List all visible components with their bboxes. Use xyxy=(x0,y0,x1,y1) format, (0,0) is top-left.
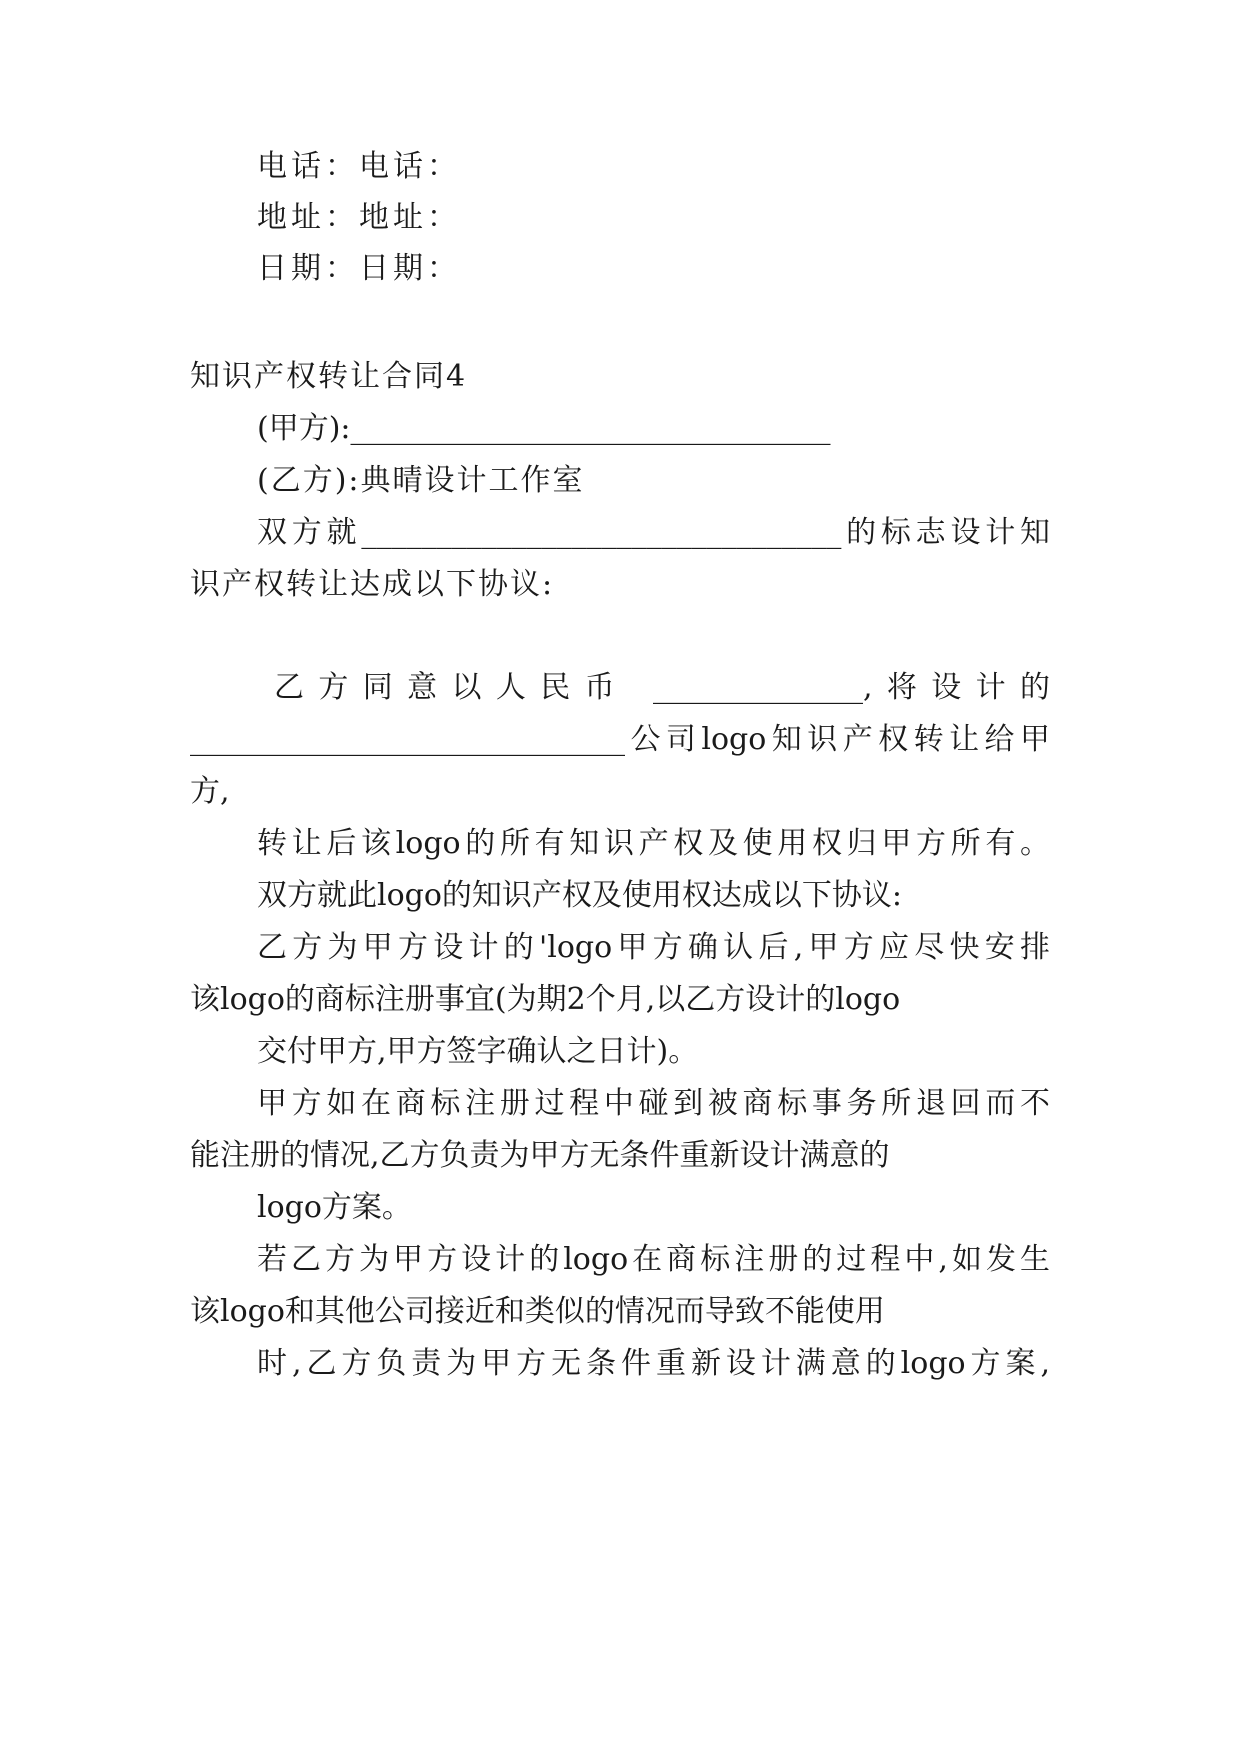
rejection-clause-line-2: 能注册的情况,乙方负责为甲方无条件重新设计满意的 xyxy=(190,1138,890,1173)
agreement-clause: 双方就此logo的知识产权及使用权达成以下协议: xyxy=(257,878,903,913)
rejection-clause-line-1: 甲方如在商标注册过程中碰到被商标事务所退回而不 xyxy=(257,1086,1050,1121)
price-clause-line-3: 方, xyxy=(190,774,230,809)
date-line: 日期：日期： xyxy=(257,251,461,286)
phone-line: 电话：电话： xyxy=(257,149,461,184)
party-b-line: (乙方):典晴设计工作室 xyxy=(257,463,585,498)
registration-clause-line-1: 乙方为甲方设计的'logo甲方确认后,甲方应尽快安排 xyxy=(257,930,1050,965)
rejection-clause-line-3: logo方案。 xyxy=(257,1190,412,1225)
price-clause-line-1: 乙方同意以人民币 ______________,将设计的 xyxy=(274,670,1050,705)
intro-line-1: 双方就________________________________的标志设计知 xyxy=(257,515,1050,550)
registration-clause-line-3: 交付甲方,甲方签字确认之日计)。 xyxy=(257,1034,699,1069)
intro-line-2: 识产权转让达成以下协议: xyxy=(190,567,555,602)
price-clause-line-2: _____________________________公司logo知识产权转让给甲 xyxy=(190,722,1050,757)
similarity-clause-line-2: 该logo和其他公司接近和类似的情况而导致不能使用 xyxy=(190,1294,885,1329)
similarity-clause-line-3: 时,乙方负责为甲方无条件重新设计满意的logo方案, xyxy=(257,1346,1050,1381)
contract-title: 知识产权转让合同4 xyxy=(190,359,468,394)
rights-clause: 转让后该logo的所有知识产权及使用权归甲方所有。 xyxy=(257,826,1050,861)
address-line: 地址：地址： xyxy=(257,200,461,235)
similarity-clause-line-1: 若乙方为甲方设计的logo在商标注册的过程中,如发生 xyxy=(257,1242,1050,1277)
party-a-line: (甲方):________________________________ xyxy=(257,411,831,446)
registration-clause-line-2: 该logo的商标注册事宜(为期2个月,以乙方设计的logo xyxy=(190,982,901,1017)
